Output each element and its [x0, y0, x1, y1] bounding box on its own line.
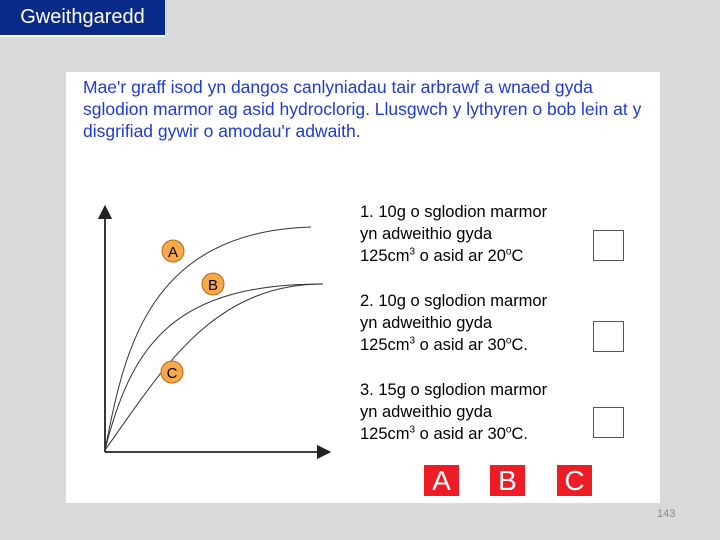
- activity-title: Gweithgaredd: [0, 0, 165, 37]
- curve-b: [105, 284, 323, 450]
- drag-tile-b[interactable]: B: [490, 465, 525, 496]
- curve-a: [105, 227, 311, 450]
- option-1: [360, 201, 590, 267]
- option-3-line3: $125cm^3$ o asid ar 30$^o$C.: [360, 424, 528, 443]
- drag-tile-c[interactable]: C: [557, 465, 592, 496]
- option-2-line1: 2. 10g o sglodion marmor: [360, 292, 548, 310]
- curve-label-a: [162, 240, 184, 262]
- curve-c: [105, 284, 323, 450]
- svg-text:A: A: [167, 244, 179, 261]
- answer-box-3[interactable]: [593, 407, 624, 438]
- svg-text:C: C: [166, 365, 178, 382]
- answer-box-2[interactable]: [593, 321, 624, 352]
- drag-tile-a[interactable]: A: [424, 465, 459, 496]
- answer-box-1[interactable]: [593, 230, 624, 261]
- option-2-line3: $125cm^3$ o asid ar 30$^o$C.: [360, 335, 528, 354]
- option-3-line2: yn adweithio gyda: [360, 403, 493, 421]
- svg-text:B: B: [207, 277, 219, 294]
- slide-number: 143: [657, 508, 676, 520]
- option-1-line2: yn adweithio gyda: [360, 225, 493, 243]
- curve-label-c: [161, 361, 183, 383]
- option-2-line2: yn adweithio gyda: [360, 314, 493, 332]
- reaction-graph: [66, 72, 366, 503]
- question-text: Mae'r graff isod yn dangos canlyniadau tair arbrawf a wnaed gyda sglodion marmor ag asid hydroclorig. Llusgwch y lythyren o bob lein at y disgrifiad gywir o amodau'r adwaith.: [83, 77, 642, 141]
- option-2: [360, 290, 590, 356]
- option-3-line1: 3. 15g o sglodion marmor: [360, 381, 548, 399]
- activity-panel: [66, 72, 660, 503]
- curve-label-b: [202, 273, 224, 295]
- option-1-line3: $125cm^3$ o asid ar 20$^o$C: [360, 246, 524, 265]
- option-1-line1: 1. 10g o sglodion marmor: [360, 203, 548, 221]
- option-3: [360, 379, 590, 445]
